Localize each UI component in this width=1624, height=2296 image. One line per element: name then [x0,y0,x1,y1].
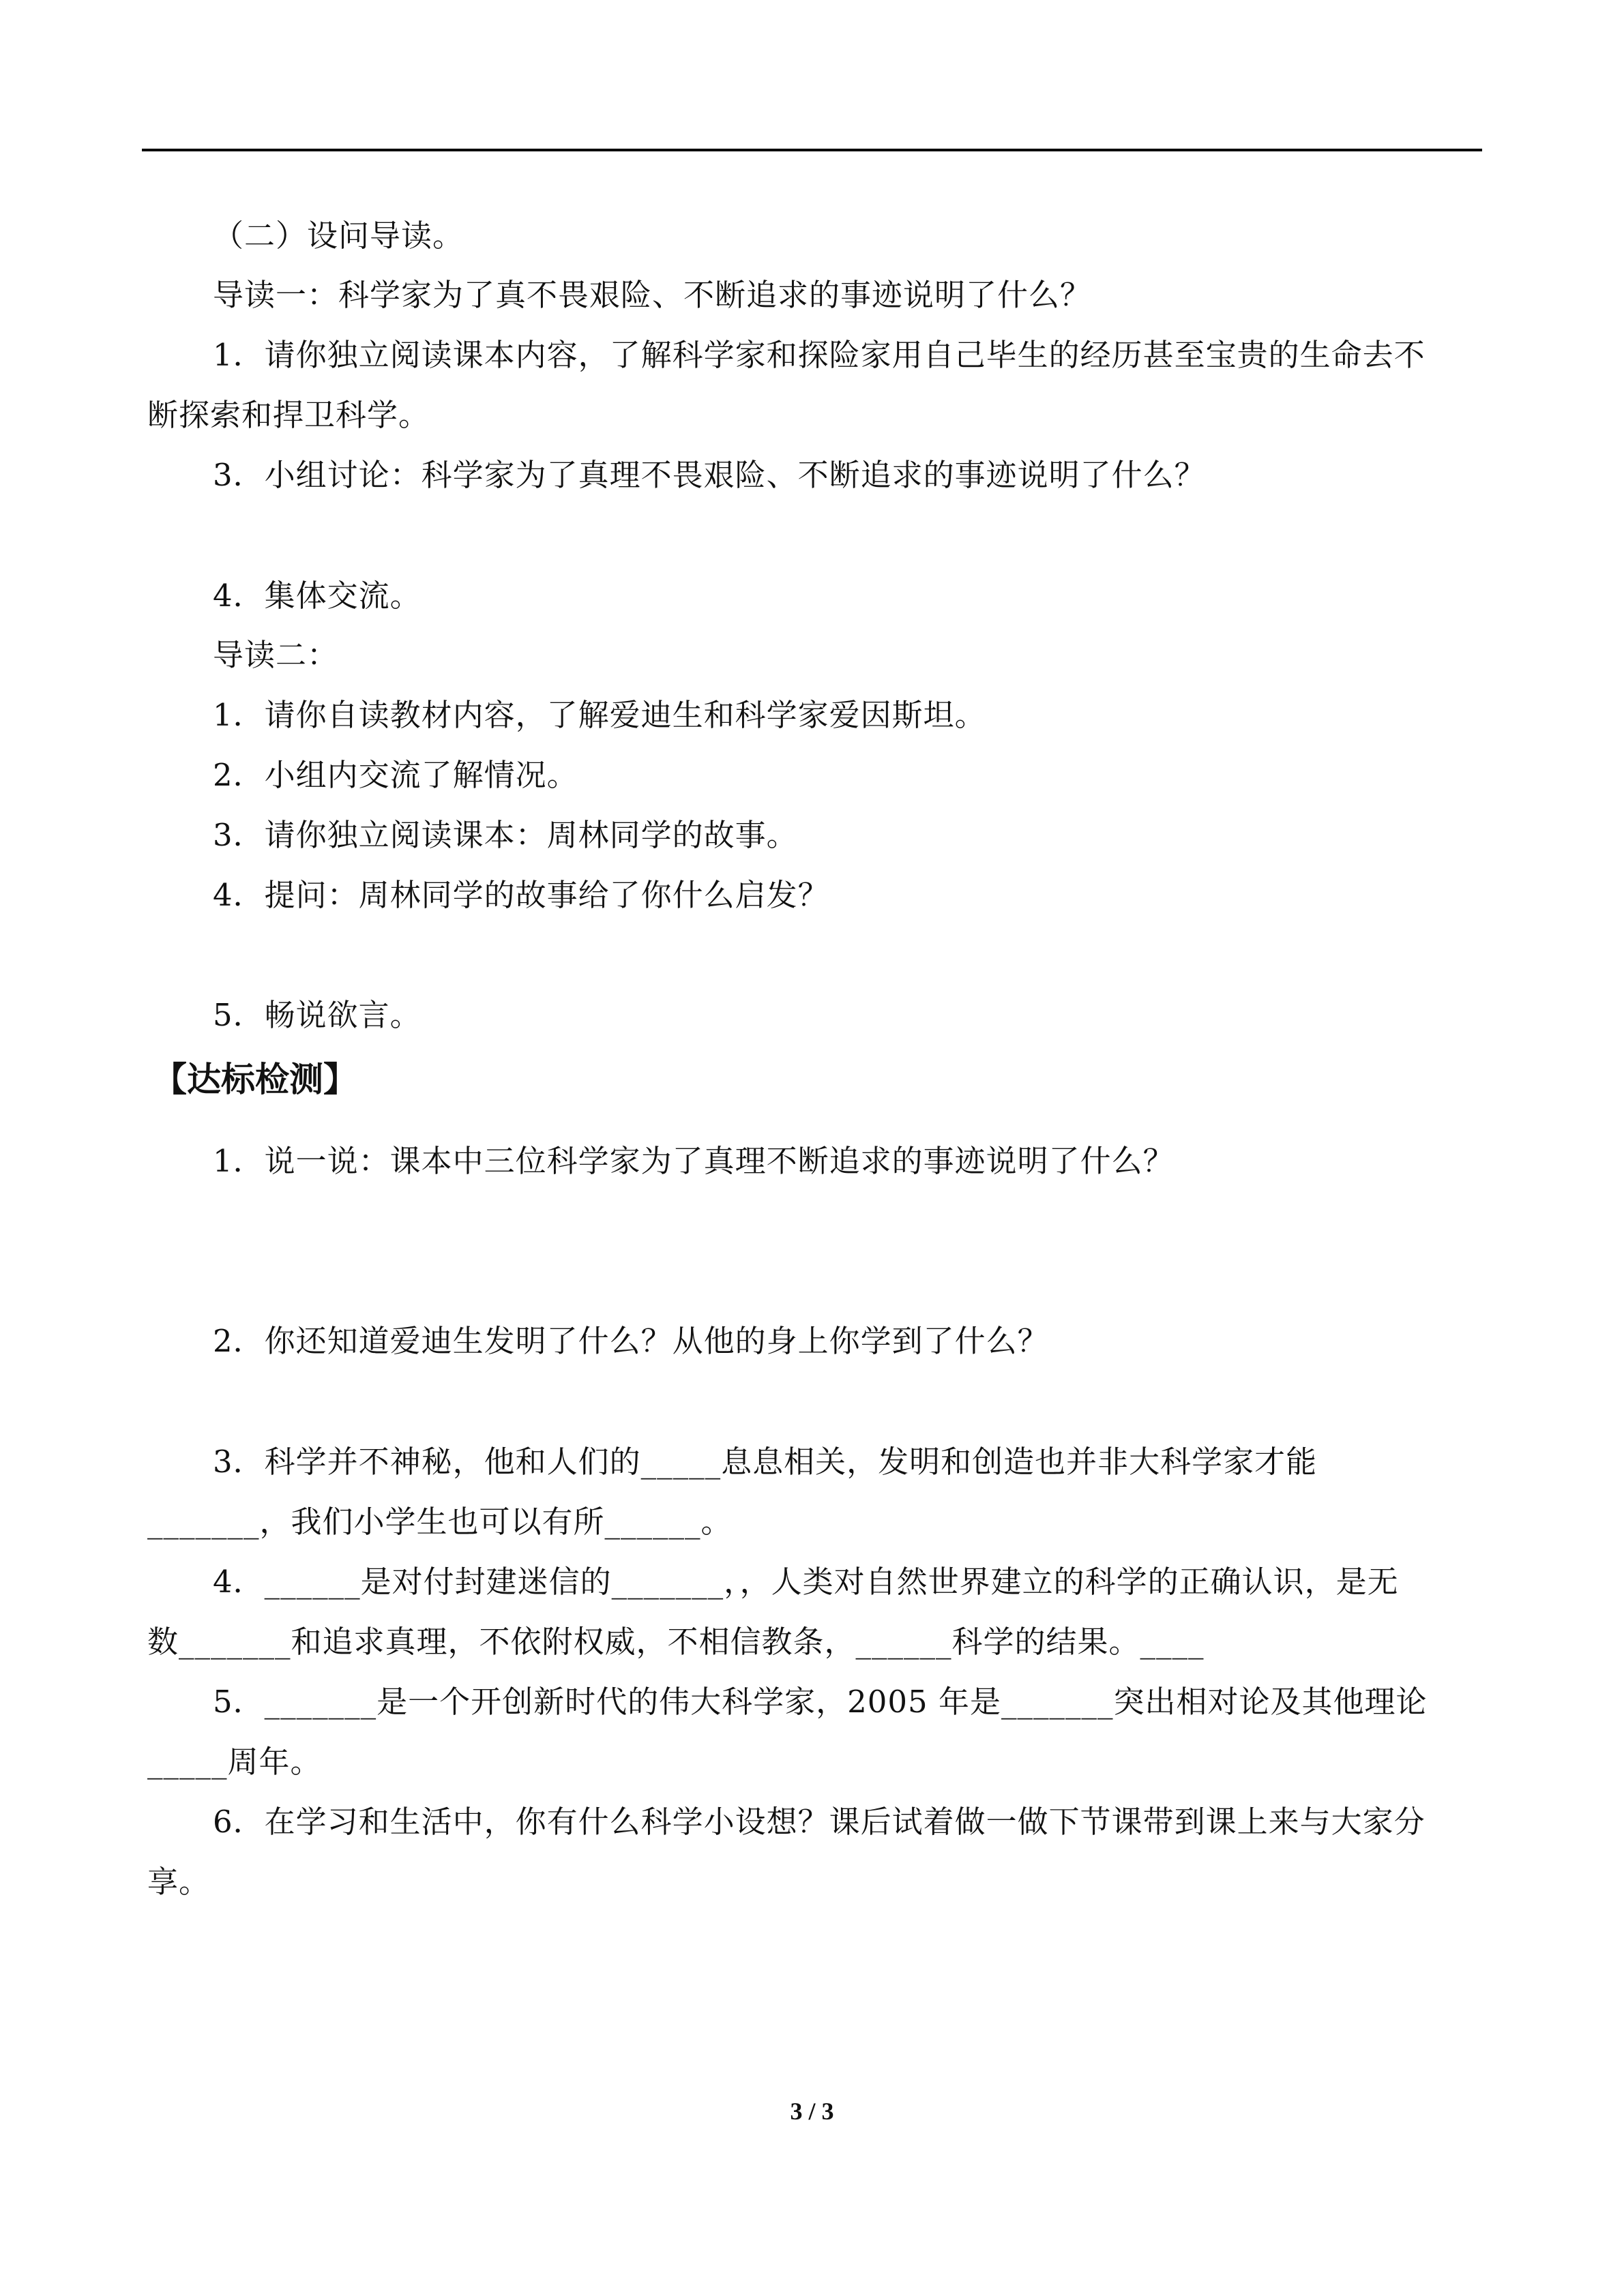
guide2-item3: 3．请你独立阅读课本：周林同学的故事。 [213,817,798,853]
guide2-title: 导读二： [213,637,339,673]
test-question-6-line1: 6．在学习和生活中，你有什么科学小设想？课后试着做一做下节课带到课上来与大家分 [213,1804,1426,1840]
test-question-4-line1: 4．______是对付封建迷信的_______，，人类对自然世界建立的科学的正确认识，是无 [213,1564,1399,1600]
guide2-item4: 4．提问：周林同学的故事给了你什么启发？ [213,877,829,913]
header-rule [142,149,1482,151]
test-question-6-line2: 享。 [147,1864,211,1900]
guide1-item3: 3．小组讨论：科学家为了真理不畏艰险、不断追求的事迹说明了什么？ [213,457,1206,493]
guide1-title: 导读一：科学家为了真不畏艰险、不断追求的事迹说明了什么？ [213,277,1092,313]
test-question-5-line1: 5．_______是一个开创新时代的伟大科学家，2005 年是_______突出相对论及其他理论 [213,1684,1428,1720]
test-question-2: 2．你还知道爱迪生发明了什么？从他的身上你学到了什么？ [213,1323,1049,1359]
test-section-heading: 【达标检测】 [153,1060,357,1099]
test-question-4-line2: 数_______和追求真理，不依附权威，不相信教条，______科学的结果。____ [147,1624,1205,1660]
guide1-item1-line2: 断探索和捍卫科学。 [147,397,430,433]
guide1-item4: 4．集体交流。 [213,578,422,614]
page-number: 3 / 3 [790,2098,834,2125]
guided-reading-heading: （二）设问导读。 [213,218,464,254]
test-question-1: 1．说一说：课本中三位科学家为了真理不断追求的事迹说明了什么？ [213,1143,1175,1179]
guide2-item5: 5．畅说欲言。 [213,997,422,1033]
guide2-item1: 1．请你自读教材内容，了解爱迪生和科学家爱因斯坦。 [213,697,986,733]
guide2-item2: 2．小组内交流了解情况。 [213,757,578,793]
test-question-3-line2: _______，我们小学生也可以有所______。 [147,1504,733,1540]
test-question-5-line2: _____周年。 [147,1744,322,1780]
test-question-3-line1: 3．科学并不神秘，他和人们的_____息息相关，发明和创造也并非大科学家才能 [213,1444,1318,1480]
guide1-item1-line1: 1．请你独立阅读课本内容，了解科学家和探险家用自己毕生的经历甚至宝贵的生命去不 [213,337,1426,373]
